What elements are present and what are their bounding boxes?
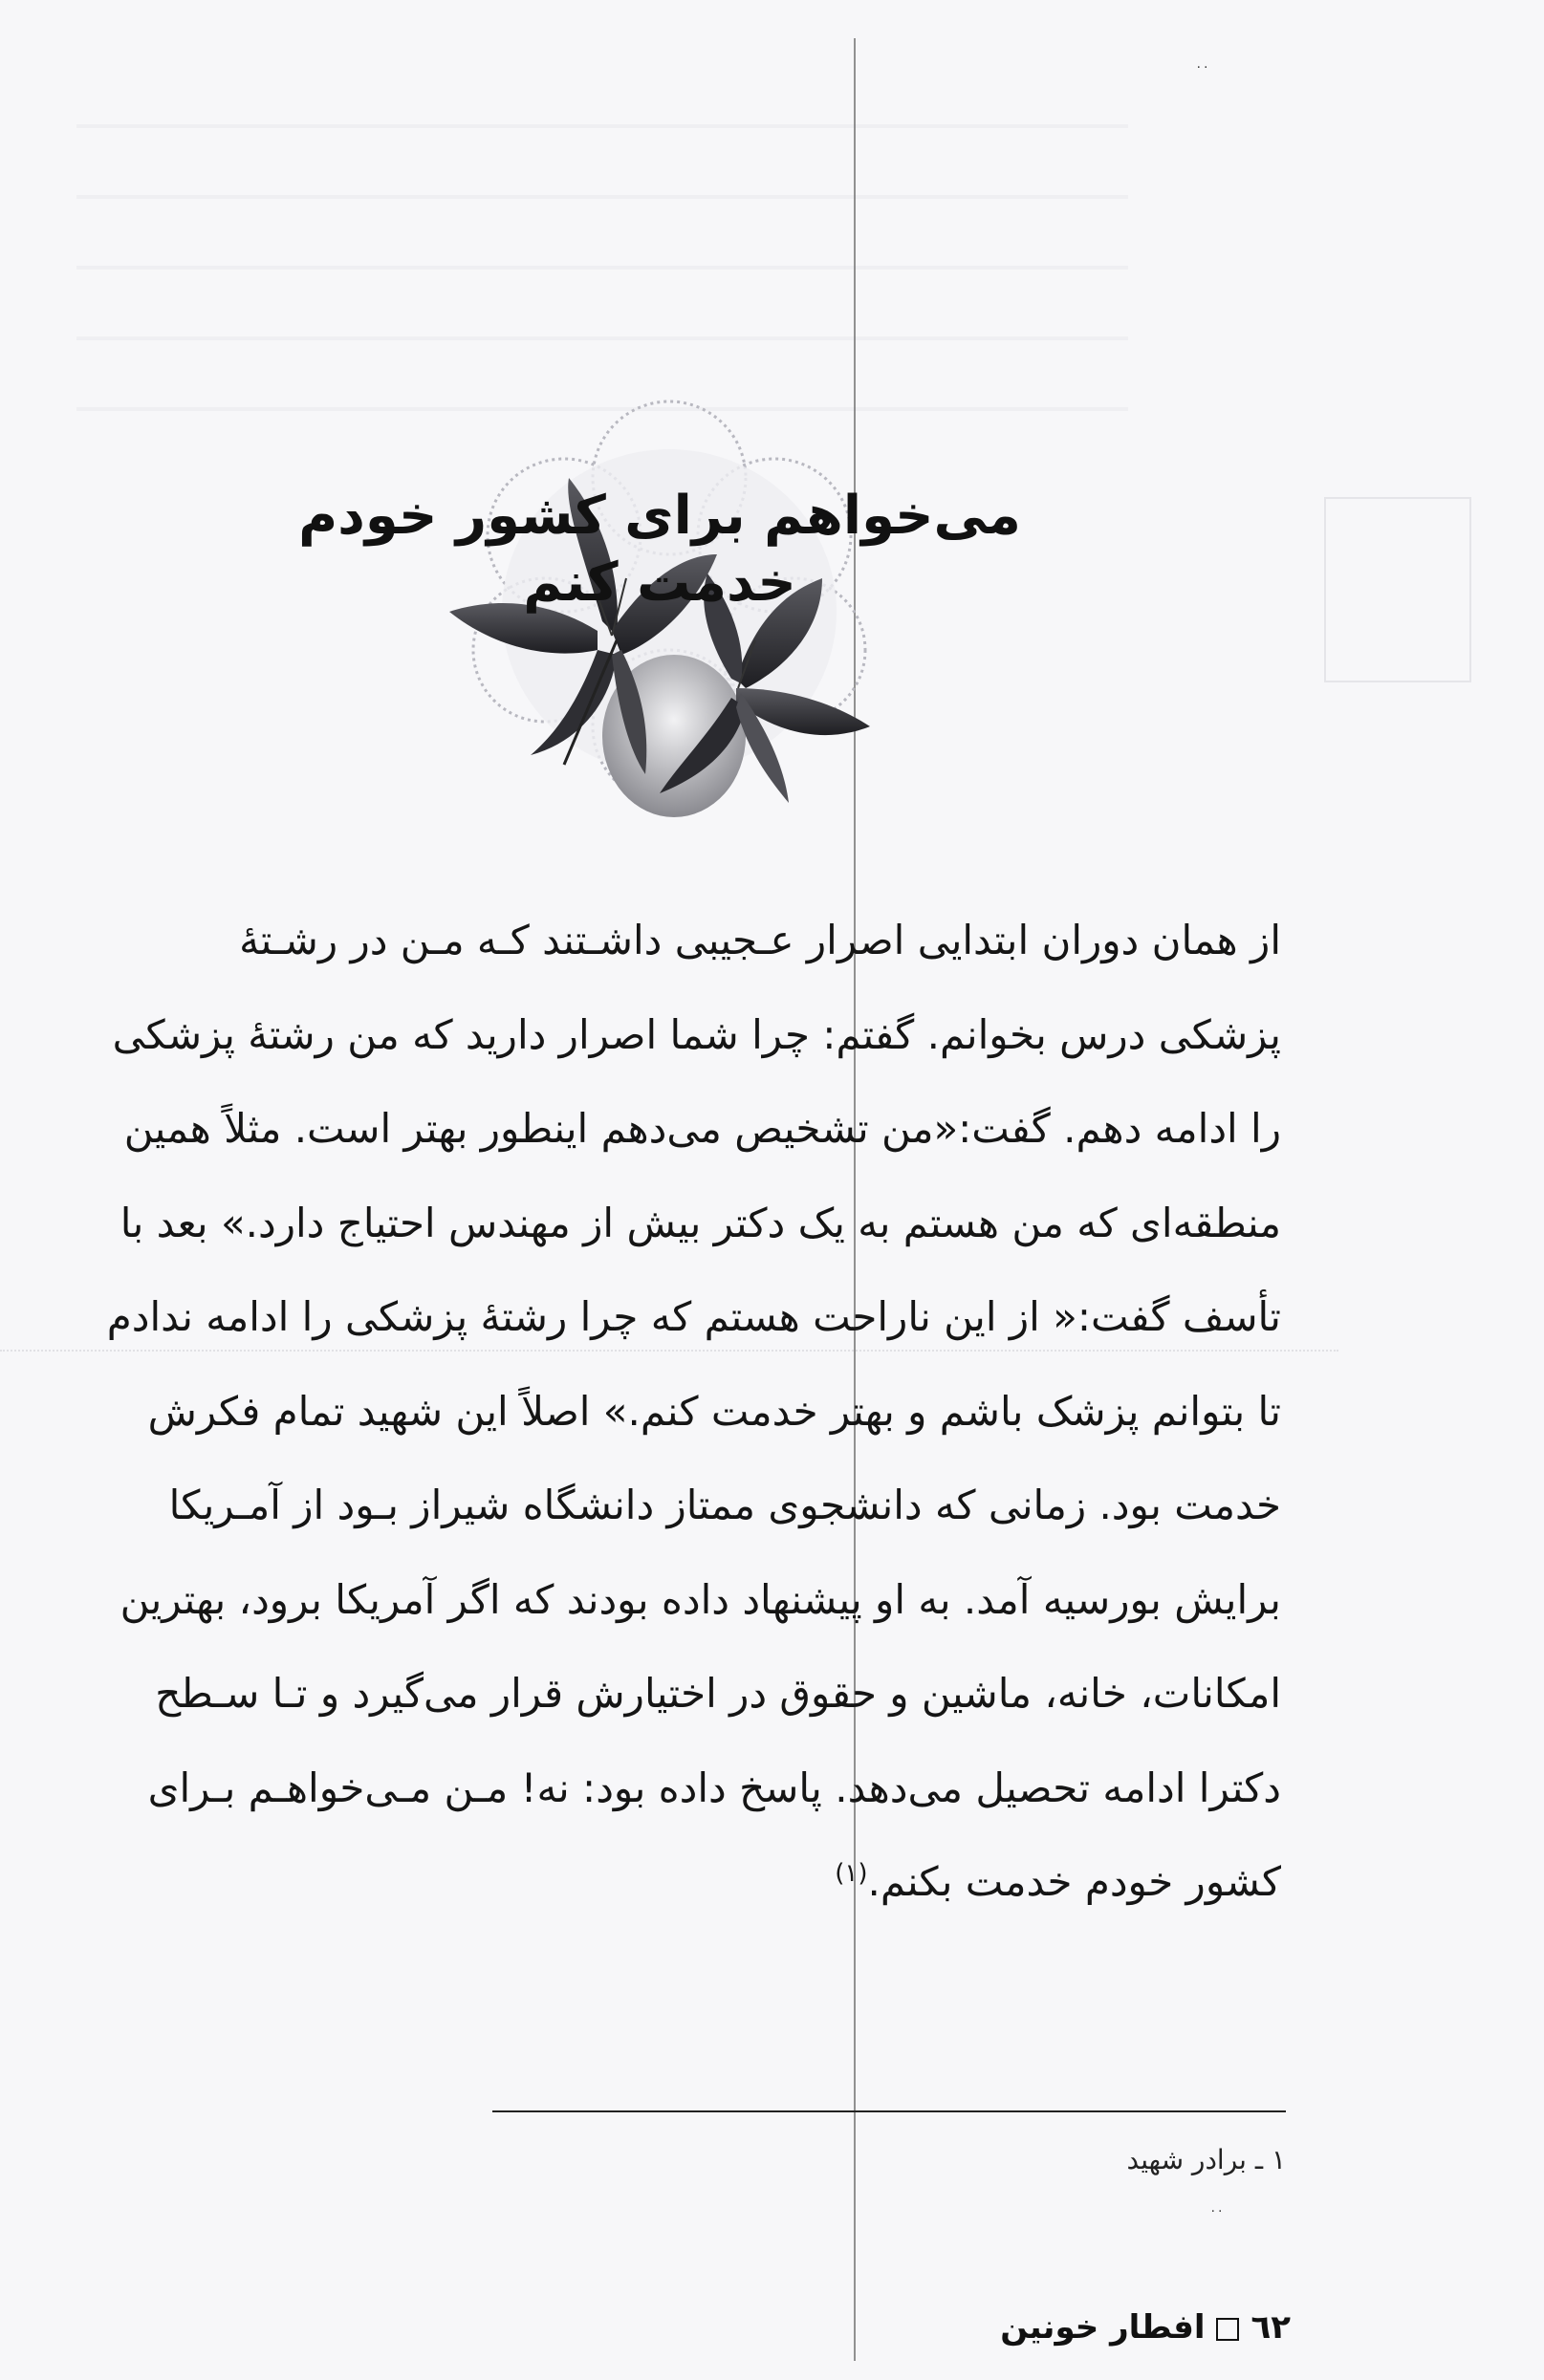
footnote-divider (492, 2110, 1286, 2112)
corner-mark-top: ۰۰ (1195, 59, 1210, 75)
chapter-title: می‌خواهم برای کشور خودم خدمت کنم (298, 485, 1021, 614)
body-line-last (96, 1835, 1281, 1930)
body-line: برایش بورسیه آمد. به او پیشنهاد داده بودند که اگر آمریکا برود، بهترین (120, 1575, 1281, 1623)
body-line-last-text: کشور خودم خدمت بکنم. (867, 1858, 1281, 1905)
body-line: از همان دوران ابتدایی اصرار عـجیبی داشـتند کـه مـن در رشـتهٔ (239, 917, 1281, 963)
footnote-marker: (۱) (835, 1859, 868, 1888)
body-line: را ادامه دهم. گفت:«من تشخیص می‌دهم اینطور بهتر است. مثلاً همین (123, 1105, 1281, 1152)
running-footer (908, 2305, 1291, 2349)
body-line: تأسف گفت:« از این ناراحت هستم که چرا رشتهٔ پزشکی را ادامه ندادم (106, 1293, 1281, 1340)
page-number: ٦٢ (1250, 2308, 1291, 2347)
square-icon (1216, 2318, 1239, 2341)
body-line: تا بتوانم پزشک باشم و بهتر خدمت کنم.» اصلاً این شهید تمام فکرش (147, 1387, 1281, 1435)
body-line: دکترا ادامه تحصیل می‌دهد. پاسخ داده بود: نه! مـن مـی‌خواهـم بـرای (147, 1763, 1281, 1811)
body-line: خدمت بود. زمانی که دانشجوی ممتاز دانشگاه شیراز بـود از آمـریکا (168, 1482, 1281, 1528)
bleed-through-stamp (1324, 497, 1471, 682)
book-title: افطار خونین (1000, 2308, 1206, 2347)
corner-mark-bottom: ۰۰ (1209, 2203, 1225, 2218)
footnote: ۱ ـ برادر شهید (1126, 2144, 1286, 2175)
body-line: منطقه‌ای که من هستم به یک دکتر بیش از مهندس احتیاج دارد.» بعد با (120, 1199, 1281, 1246)
body-line: پزشکی درس بخوانم. گفتم: چرا شما اصرار دارید که من رشتهٔ پزشکی (112, 1010, 1281, 1058)
body-line: امکانات، خانه، ماشین و حقوق در اختیارش قرار می‌گیرد و تـا سـطح (155, 1670, 1281, 1717)
body-paragraph (96, 894, 1281, 1930)
